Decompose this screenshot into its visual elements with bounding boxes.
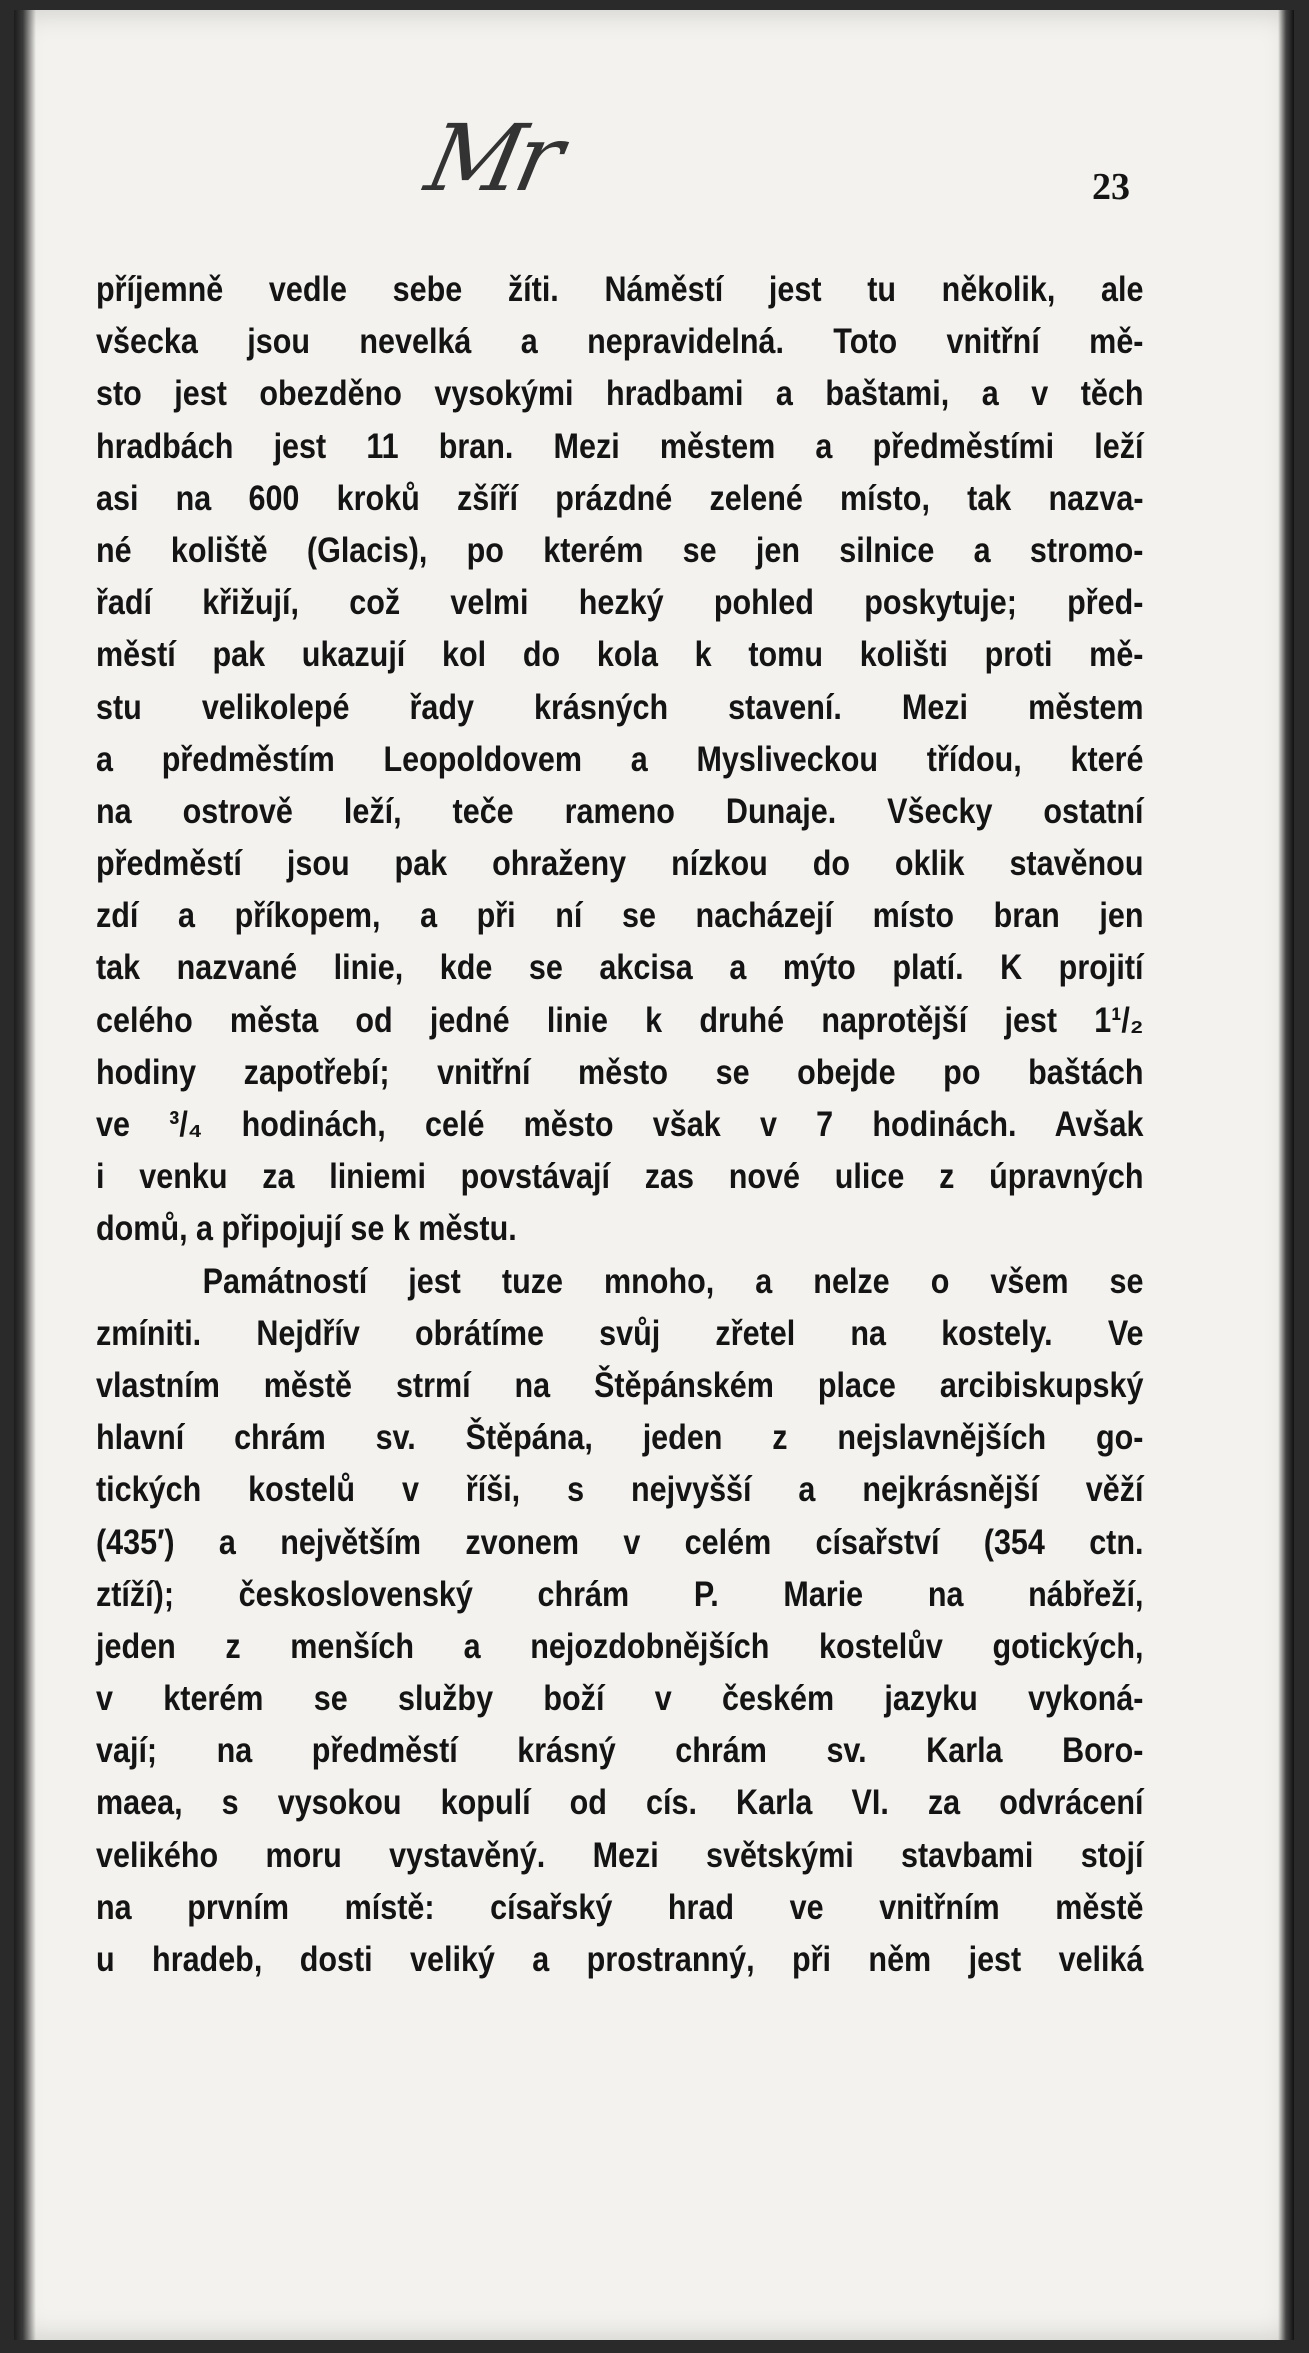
text-line: hradbách jest 11 bran. Mezi městem a předměstími leží (96, 425, 1144, 466)
body-text (96, 263, 1144, 1985)
text-line: (435′) a největším zvonem v celém císařství (354 ctn. (96, 1521, 1144, 1562)
text-line: všecka jsou nevelká a nepravidelná. Toto vnitřní mě- (96, 321, 1144, 362)
text-line: tak nazvané linie, kde se akcisa a mýto platí. K projití (96, 947, 1144, 988)
text-line: zmíniti. Nejdřív obrátíme svůj zřetel na kostely. Ve (96, 1312, 1144, 1353)
text-line: příjemně vedle sebe žíti. Náměstí jest tu několik, ale (96, 269, 1144, 309)
handwritten-mark: Μr (417, 105, 567, 212)
text-line: řadí křižují, což velmi hezký pohled poskytuje; před- (96, 582, 1144, 623)
text-line: domů, a připojují se k městu. (96, 1208, 517, 1249)
text-line: hodiny zapotřebí; vnitřní město se obejde po baštách (96, 1051, 1144, 1092)
paragraph-start-line: Památností jest tuze mnoho, a nelze o všem se (202, 1260, 1144, 1301)
text-line: ztíží); československý chrám P. Marie na nábřeží, (96, 1573, 1144, 1614)
text-line: jeden z menších a nejozdobnějších kostelův gotických, (96, 1625, 1144, 1666)
text-line: ve ³/₄ hodinách, celé město však v 7 hodinách. Avšak (96, 1104, 1144, 1144)
text-line: celého města od jedné linie k druhé naprotější jest 1¹/₂ (96, 999, 1144, 1040)
text-line: na ostrově leží, teče rameno Dunaje. Všecky ostatní (96, 790, 1144, 831)
text-line: tických kostelů v říši, s nejvyšší a nejkrásnější věží (96, 1469, 1144, 1510)
text-line: stu velikolepé řady krásných stavení. Mezi městem (96, 686, 1144, 727)
text-line: v kterém se služby boží v českém jazyku vykoná- (96, 1678, 1144, 1719)
text-line: i venku za liniemi povstávají zas nové ulice z úpravných (96, 1156, 1144, 1197)
page-edge-shadow (1278, 10, 1294, 2340)
text-line: velikého moru vystavěný. Mezi světskými stavbami stojí (96, 1834, 1144, 1875)
text-line: hlavní chrám sv. Štěpána, jeden z nejslavnějších go- (96, 1417, 1144, 1458)
text-line: na prvním místě: císařský hrad ve vnitřním městě (96, 1886, 1144, 1927)
text-line: předměstí jsou pak ohraženy nízkou do oklik stavěnou (96, 843, 1144, 884)
text-line: u hradeb, dosti veliký a prostranný, při něm jest veliká (96, 1939, 1144, 1979)
book-page (14, 10, 1294, 2340)
text-line: zdí a příkopem, a při ní se nacházejí místo bran jen (96, 895, 1144, 936)
text-line: vají; na předměstí krásný chrám sv. Karla Boro- (96, 1730, 1144, 1771)
text-line: né koliště (Glacis), po kterém se jen silnice a stromo- (96, 529, 1144, 570)
page-number: 23 (1092, 166, 1130, 208)
text-line: a předměstím Leopoldovem a Mysliveckou třídou, které (96, 738, 1144, 779)
page-gutter-shadow (14, 10, 36, 2340)
text-line: sto jest obezděno vysokými hradbami a baštami, a v těch (96, 373, 1144, 414)
text-line: maea, s vysokou kopulí od cís. Karla VI. za odvrácení (96, 1782, 1144, 1823)
text-line: městí pak ukazují kol do kola k tomu kolišti proti mě- (96, 634, 1144, 675)
text-line: vlastním městě strmí na Štěpánském place arcibiskupský (96, 1364, 1144, 1405)
text-line: asi na 600 kroků zšíří prázdné zelené místo, tak nazva- (96, 477, 1144, 518)
